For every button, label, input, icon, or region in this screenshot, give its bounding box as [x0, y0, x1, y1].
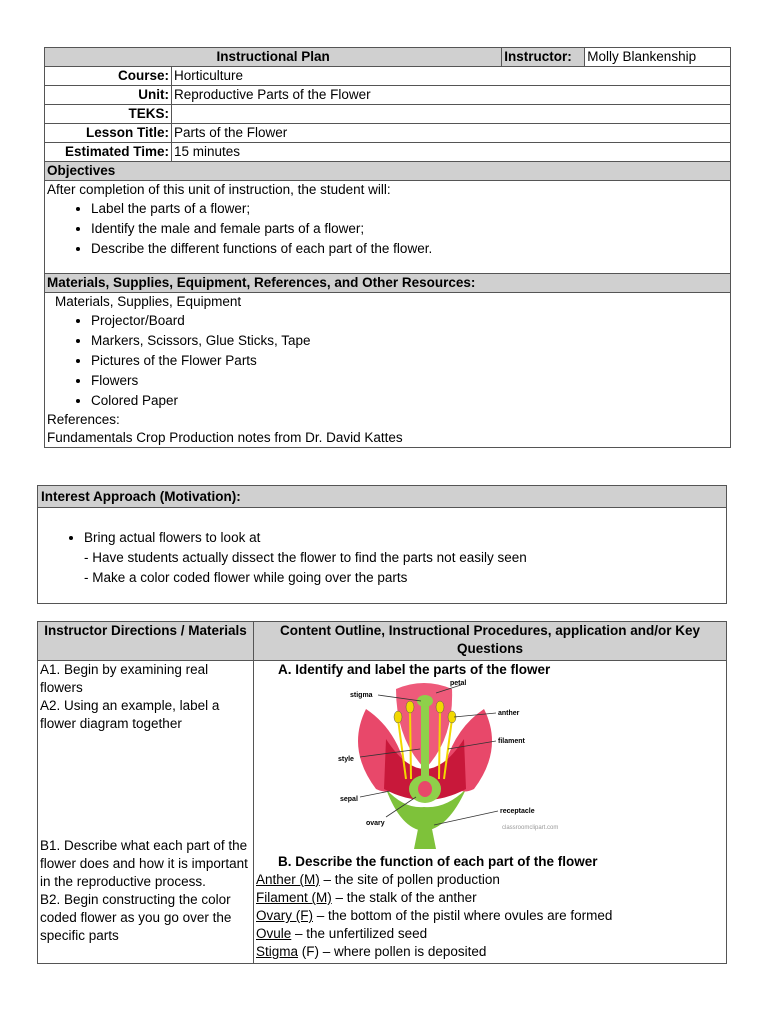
materials-list	[47, 311, 728, 411]
materials-heading: Materials, Supplies, Equipment, References, and Other Resources:	[45, 274, 731, 293]
label-filament: filament	[498, 738, 525, 745]
objectives-body	[45, 181, 731, 274]
course-label: Course:	[45, 67, 172, 86]
material-item: • Pictures of the Flower Parts	[91, 351, 728, 371]
lesson-title-label: Lesson Title:	[45, 124, 172, 143]
directions-col1-cell	[38, 661, 254, 964]
filament-line	[439, 709, 440, 779]
function-term: Ovule	[256, 926, 292, 941]
watermark: classroomclipart.com	[502, 825, 559, 831]
anther-shape	[436, 701, 444, 713]
anther-shape	[406, 701, 414, 713]
estimated-time-label: Estimated Time:	[45, 143, 172, 162]
function-desc: – the site of pollen production	[319, 872, 500, 887]
anther-shape	[394, 711, 402, 723]
stem	[414, 829, 436, 849]
function-desc: – the stalk of the anther	[331, 890, 477, 905]
objective-item: • Label the parts of a flower;	[91, 199, 728, 219]
heading-a: A. Identify and label the parts of the flower	[278, 662, 551, 677]
estimated-time-value: 15 minutes	[172, 143, 731, 162]
direction-b2: B2. Begin constructing the color coded flower as you go over the specific parts	[40, 892, 232, 943]
interest-approach-box	[37, 485, 727, 604]
objective-item: • Identify the male and female parts of a flower;	[91, 219, 728, 239]
ovule-shape	[418, 781, 432, 797]
directions-col2-cell	[254, 661, 727, 964]
function-desc: – the unfertilized seed	[291, 926, 428, 941]
label-anther: anther	[498, 710, 520, 717]
teks-value	[172, 105, 731, 124]
references-value: Fundamentals Crop Production notes from Dr. David Kattes	[47, 430, 403, 445]
interest-list	[38, 528, 726, 548]
function-term: Ovary (F)	[256, 908, 313, 923]
style-shape	[421, 703, 429, 783]
unit-label: Unit:	[45, 86, 172, 105]
materials-sub: Materials, Supplies, Equipment	[55, 294, 242, 309]
unit-value: Reproductive Parts of the Flower	[172, 86, 731, 105]
interest-item: • Bring actual flowers to look at	[84, 528, 726, 548]
function-term: Anther (M)	[256, 872, 320, 887]
references-label: References:	[47, 412, 120, 427]
heading-b: B. Describe the function of each part of the flower	[278, 854, 598, 869]
instructional-plan-table	[44, 47, 731, 448]
teks-label: TEKS:	[45, 105, 172, 124]
label-stigma: stigma	[350, 692, 373, 699]
course-value: Horticulture	[172, 67, 731, 86]
function-term: Filament (M)	[256, 890, 332, 905]
objectives-list	[47, 199, 728, 259]
function-item	[256, 871, 724, 889]
function-item	[256, 889, 724, 907]
filament-line	[410, 709, 411, 779]
material-item: • Projector/Board	[91, 311, 728, 331]
objectives-intro: After completion of this unit of instruction, the student will:	[47, 182, 391, 197]
label-sepal: sepal	[340, 796, 358, 803]
materials-body	[45, 293, 731, 448]
objective-item: • Describe the different functions of each part of the flower.	[91, 239, 728, 259]
interest-sub-1: - Have students actually dissect the flower to find the parts not easily seen	[84, 550, 527, 565]
function-item	[256, 943, 724, 961]
direction-a2: A2. Using an example, label a flower diagram together	[40, 698, 220, 731]
function-desc: (F) – where pollen is deposited	[298, 944, 487, 959]
material-item: • Flowers	[91, 371, 728, 391]
direction-b1: B1. Describe what each part of the flower does and how it is important in the reproductive process.	[40, 838, 248, 889]
material-item: • Markers, Scissors, Glue Sticks, Tape	[91, 331, 728, 351]
label-ovary: ovary	[366, 820, 385, 827]
label-style: style	[338, 756, 354, 763]
label-receptacle: receptacle	[500, 808, 535, 815]
lesson-title-value: Parts of the Flower	[172, 124, 731, 143]
objectives-heading: Objectives	[45, 162, 731, 181]
directions-col2-heading: Content Outline, Instructional Procedures, application and/or Key Questions	[254, 622, 727, 661]
directions-table	[37, 621, 727, 964]
interest-sub-2: - Make a color coded flower while going over the parts	[84, 570, 408, 585]
instructor-label: Instructor:	[502, 48, 585, 67]
material-item: • Colored Paper	[91, 391, 728, 411]
function-term: Stigma	[256, 944, 299, 959]
function-desc: – the bottom of the pistil where ovules are formed	[313, 908, 613, 923]
label-petal: petal	[450, 680, 467, 687]
flower-diagram	[326, 679, 586, 849]
function-item	[256, 925, 724, 943]
directions-col1-heading: Instructor Directions / Materials	[38, 622, 254, 661]
plan-title: Instructional Plan	[45, 48, 502, 67]
interest-heading: Interest Approach (Motivation):	[38, 486, 726, 508]
direction-a1: A1. Begin by examining real flowers	[40, 662, 209, 695]
instructor-value: Molly Blankenship	[585, 48, 731, 67]
direction-b-group	[40, 837, 251, 945]
function-item	[256, 907, 724, 925]
